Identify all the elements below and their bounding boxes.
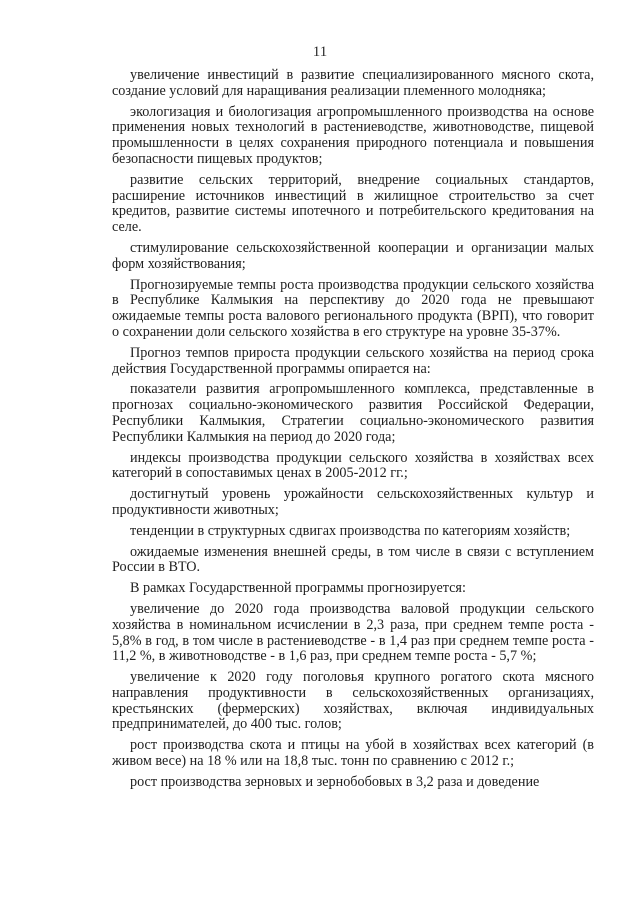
paragraph: развитие сельских территорий, внедрение социальных стандартов, расширение источников инвестиций в жилищное строительство за счет кредитов, развитие системы ипотечного и потребительского кредитования на селе. (112, 171, 594, 236)
paragraph: рост производства скота и птицы на убой в хозяйствах всех категорий (в живом весе) на 18 % или на 18,8 тыс. тонн по сравнению с 2012 г.; (112, 737, 594, 770)
paragraph: стимулирование сельскохозяйственной кооперации и организации малых форм хозяйствования; (112, 239, 594, 272)
paragraph: рост производства зерновых и зернобобовых в 3,2 раза и доведение (130, 773, 540, 790)
body-text (112, 68, 594, 796)
paragraph: индексы производства продукции сельского хозяйства в хозяйствах всех категорий в сопоставимых ценах в 2005-2012 гг.; (112, 449, 594, 482)
paragraph: достигнутый уровень урожайности сельскохозяйственных культур и продуктивности животных; (112, 486, 594, 518)
paragraph: увеличение к 2020 году поголовья крупного рогатого скота мясного направления продуктивности в сельскохозяйственных организациях, крестьянских (фермерских) хозяйствах, включая индивидуальных предпринимателей, до 400 тыс. голов; (112, 669, 594, 733)
paragraph: тенденции в структурных сдвигах производства по категориям хозяйств; (130, 522, 571, 539)
paragraph: показатели развития агропромышленного комплекса, представленные в прогнозах социально-экономического развития Российской Федерации, Республики Калмыкия, Стратегии социально-экономического развития Республики Калмыкия на период до 2020 года; (112, 381, 594, 445)
paragraph: экологизация и биологизация агропромышленного производства на основе применения новых технологий в растениеводстве, животноводстве, пищевой промышленности в целях сохранения природного потенциала и повышения безопасности пищевых продуктов; (112, 103, 594, 167)
paragraph: увеличение инвестиций в развитие специализированного мясного скота, создание условий для наращивания реализации племенного молодняка; (112, 67, 594, 99)
paragraph: В рамках Государственной программы прогнозируется: (130, 580, 466, 597)
paragraph: Прогноз темпов прироста продукции сельского хозяйства на период срока действия Государственной программы опирается на: (112, 344, 594, 377)
page-number: 11 (312, 44, 328, 60)
paragraph: ожидаемые изменения внешней среды, в том числе в связи с вступлением России в ВТО. (112, 543, 594, 576)
paragraph: увеличение до 2020 года производства валовой продукции сельского хозяйства в номинальном исчислении в 2,3 раза, при среднем темпе роста - 5,8% в год, в том числе в растениеводстве - в 1,4 раз при среднем темпе роста - 11,2 %, в животноводстве - в 1,6 раз, при среднем темпе роста - 5,7 %; (112, 600, 594, 665)
paragraph: Прогнозируемые темпы роста производства продукции сельского хозяйства в Республике Калмыкия на перспективу до 2020 года не превышают ожидаемые темпы роста валового регионального продукта (ВРП), что говорит о сохранении доли сельского хозяйства в его структуре на уровне 35-37%. (112, 276, 594, 340)
